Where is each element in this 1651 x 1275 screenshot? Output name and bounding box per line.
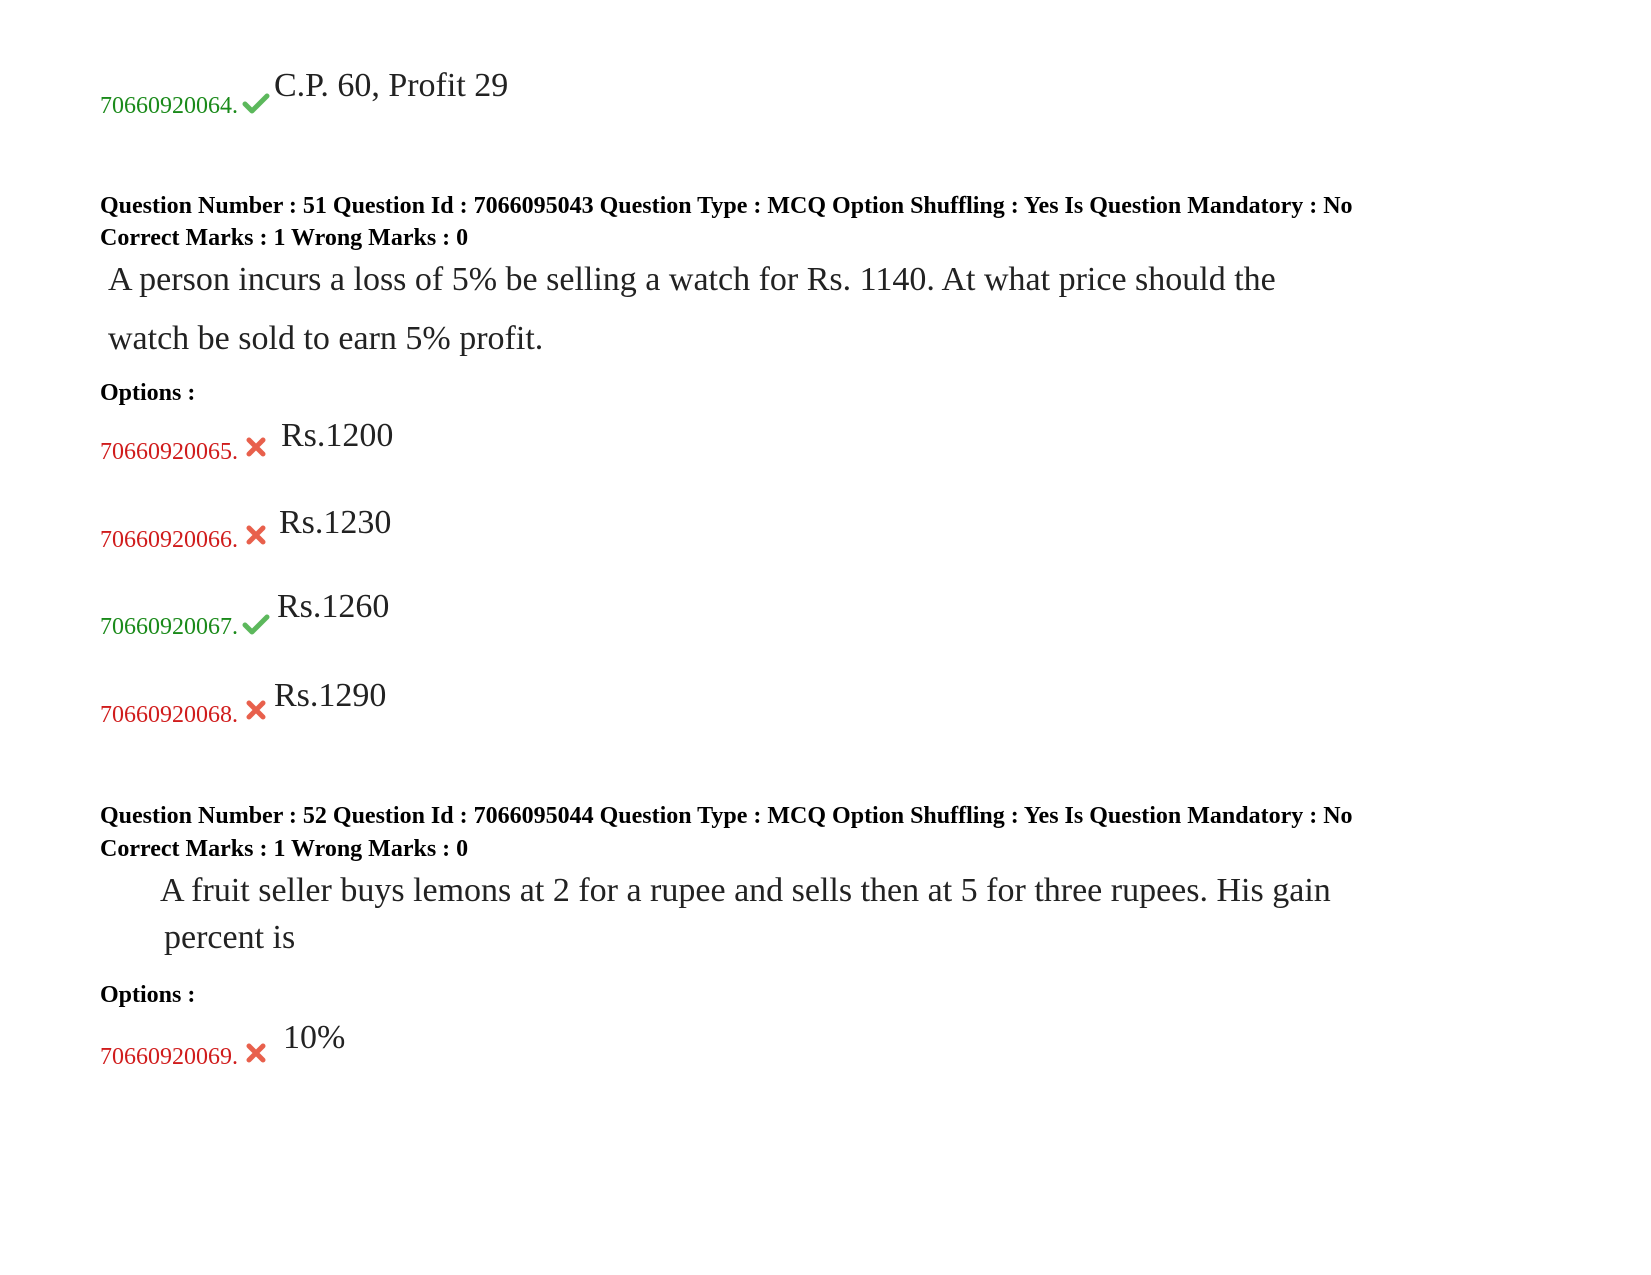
cross-icon — [242, 434, 270, 460]
question-text: watch be sold to earn 5% profit. — [108, 320, 544, 357]
option-id: 70660920067. — [100, 614, 238, 640]
cross-icon — [242, 697, 270, 723]
option-text: Rs.1260 — [277, 588, 390, 625]
option-text: Rs.1290 — [274, 677, 387, 714]
option-text: Rs.1200 — [281, 417, 394, 454]
question-text: A person incurs a loss of 5% be selling a watch for Rs. 1140. At what price should the — [108, 261, 1276, 298]
question-text: percent is — [164, 919, 296, 956]
question-marks: Correct Marks : 1 Wrong Marks : 0 — [100, 225, 469, 251]
check-icon — [242, 611, 270, 637]
cross-icon — [242, 1040, 270, 1066]
option-text: Rs.1230 — [279, 504, 392, 541]
option-id: 70660920069. — [100, 1044, 238, 1070]
check-icon — [242, 90, 270, 116]
question-meta: Question Number : 51 Question Id : 7066095043 Question Type : MCQ Option Shuffling : Yes Is Question Mandatory : No — [100, 193, 1353, 219]
question-text: A fruit seller buys lemons at 2 for a rupee and sells then at 5 for three rupees. His gain — [160, 872, 1331, 909]
question-marks: Correct Marks : 1 Wrong Marks : 0 — [100, 836, 469, 862]
option-id: 70660920064. — [100, 93, 238, 119]
option-text: 10% — [283, 1019, 346, 1056]
option-id: 70660920065. — [100, 439, 238, 465]
options-label: Options : — [100, 982, 196, 1008]
option-id: 70660920066. — [100, 527, 238, 553]
options-label: Options : — [100, 380, 196, 406]
option-id: 70660920068. — [100, 702, 238, 728]
cross-icon — [242, 522, 270, 548]
question-meta: Question Number : 52 Question Id : 7066095044 Question Type : MCQ Option Shuffling : Yes Is Question Mandatory : No — [100, 803, 1353, 829]
option-text: C.P. 60, Profit 29 — [274, 67, 509, 104]
